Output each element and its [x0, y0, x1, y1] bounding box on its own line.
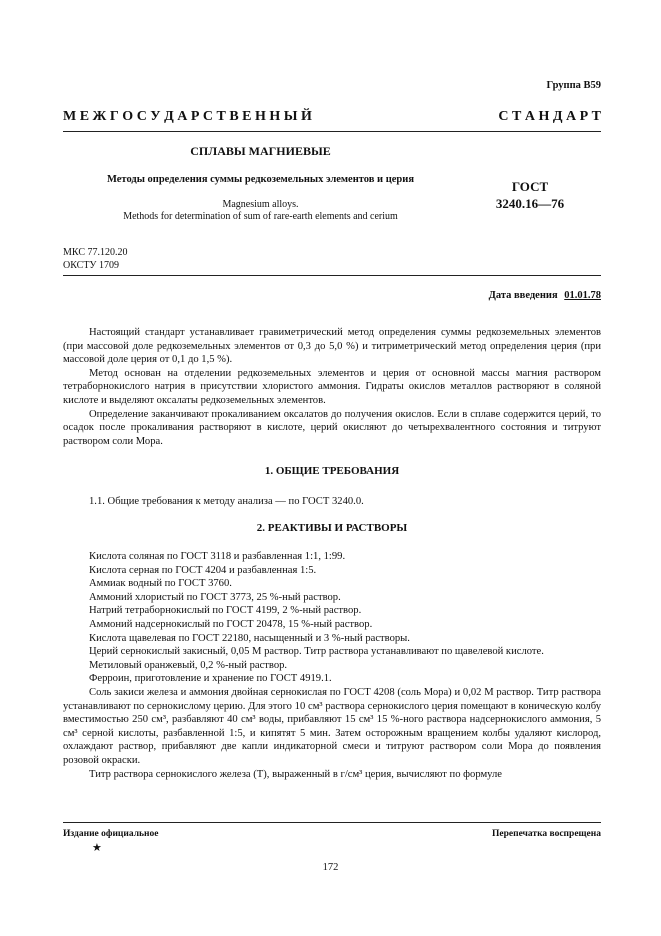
intro-paragraph: Метод основан на отделении редкоземельных элементов и церия от основной массы магния раствором тетраборнокислого натрия в присутствии хлористого аммония. Гидраты окислов металлов растворяют в соляной кислоте и выделяют оксалаты редкоземельных элементов.	[63, 367, 601, 406]
classification-codes	[63, 246, 127, 272]
intro-date-label: Дата введения	[488, 290, 558, 301]
group-code: Группа В59	[546, 80, 601, 91]
reagent-item: Аммоний хлористый по ГОСТ 3773, 25 %-ный раствор.	[89, 591, 341, 603]
gost-designation	[470, 178, 590, 212]
gost-label: ГОСТ	[511, 179, 549, 194]
mks-code: МКС 77.120.20	[63, 247, 128, 258]
footer-rule	[63, 822, 601, 823]
document-title: СПЛАВЫ МАГНИЕВЫЕ	[190, 144, 331, 158]
intro-text	[63, 326, 601, 448]
english-title: Magnesium alloys.	[222, 199, 299, 210]
reagent-item: Кислота щавелевая по ГОСТ 22180, насыщенный и 3 %-ный растворы.	[89, 632, 410, 644]
reagent-item: Титр раствора сернокислого железа (T), выраженный в г/см³ церия, вычисляют по формуле	[89, 768, 502, 780]
intro-date	[489, 290, 601, 301]
edition-label: Издание официальное	[63, 829, 159, 839]
reagent-item: Церий сернокислый закисный, 0,05 М раствор. Титр раствора устанавливают по щавелевой кислоте.	[89, 646, 544, 658]
section-1-text	[63, 495, 601, 509]
reagent-item: Аммоний надсернокислый по ГОСТ 20478, 15 %-ный раствор.	[89, 618, 373, 630]
reagents-list	[63, 550, 601, 781]
document-subtitle: Методы определения суммы редкоземельных элементов и церия	[107, 174, 414, 185]
reagent-item: Натрий тетраборнокислый по ГОСТ 4199, 2 %-ный раствор.	[89, 605, 362, 617]
english-subtitle: Methods for determination of sum of rare-earth elements and cerium	[123, 211, 398, 222]
intro-paragraph: Определение заканчивают прокаливанием оксалатов до получения окислов. Если в сплаве содержится церий, то осадок после прокаливания растворяют в кислоте, церий окисляют до четырехвалентного состояния и титруют раствором соли Мора.	[63, 408, 601, 447]
reagent-item: Аммиак водный по ГОСТ 3760.	[89, 578, 232, 590]
section-2-heading: 2. РЕАКТИВЫ И РАСТВОРЫ	[256, 522, 408, 534]
banner-word-interstate: М Е Ж Г О С У Д А Р С Т В Е Н Н Ы Й	[63, 109, 312, 124]
reprint-notice: Перепечатка воспрещена	[491, 829, 601, 839]
reagent-item: Кислота соляная по ГОСТ 3118 и разбавленная 1:1, 1:99.	[89, 551, 346, 562]
gost-number: 3240.16—76	[495, 196, 565, 211]
reagent-item: Кислота серная по ГОСТ 4204 и разбавленная 1:5.	[89, 564, 317, 576]
banner-word-standard: С Т А Н Д А Р Т	[498, 109, 601, 124]
okstu-code: ОКСТУ 1709	[63, 260, 120, 271]
reagent-item: Соль закиси железа и аммония двойная сернокислая по ГОСТ 4208 (соль Мора) и 0,02 М раствор. Титр раствора устанавливают по сернокислому церию. Для этого 10 см³ раствора сернокислого церия помещают в коническую колбу вместимостью 250 см³, разбавляют 40 см³ воды, прибавляют 15 см³ 15 %-ного раствора надсернокислого аммония, 5 см³ серной кислоты, разбавленной 1:5, и кипятят 5 мин. Затем осторожным вращением колбы удаляют кислород, охлаждают раствор, прибавляют две капли индикаторной смеси и титруют раствором соли Мора до появления розовой окраски.	[63, 686, 601, 766]
star-icon: ★	[92, 842, 102, 854]
page-number: 172	[322, 862, 339, 873]
classification-rule	[63, 275, 601, 276]
reagent-item: Ферроин, приготовление и хранение по ГОСТ 4919.1.	[89, 673, 332, 685]
section-1-paragraph: 1.1. Общие требования к методу анализа — по ГОСТ 3240.0.	[89, 496, 364, 507]
reagent-item: Метиловый оранжевый, 0,2 %-ный раствор.	[89, 659, 288, 671]
header-rule	[63, 131, 601, 132]
section-1-heading: 1. ОБЩИЕ ТРЕБОВАНИЯ	[264, 465, 400, 477]
intro-date-value: 01.01.78	[564, 290, 601, 301]
intro-paragraph: Настоящий стандарт устанавливает гравиметрический метод определения суммы редкоземельных элементов (при массовой доле редкоземельных элементов от 0,3 до 5,0 %) и титриметрический метод определения церия (при массовой доле церия от 0,1 до 1,5 %).	[63, 327, 601, 366]
interstate-standard-banner	[63, 109, 601, 125]
